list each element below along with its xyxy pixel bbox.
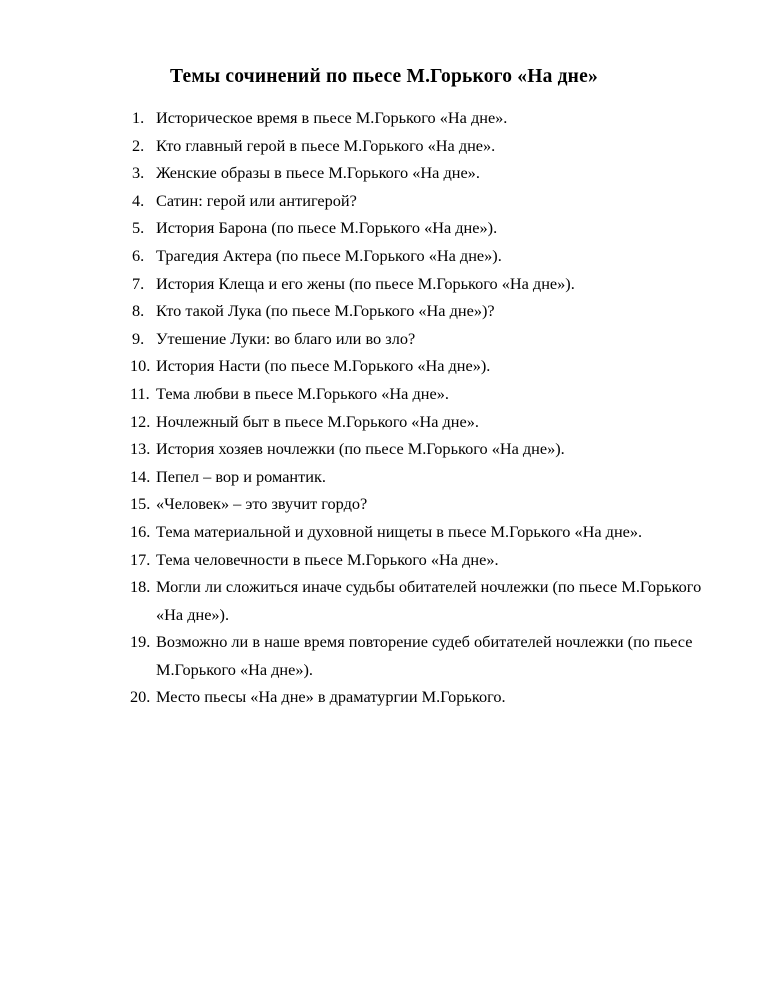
list-item	[0, 132, 768, 160]
topic-list	[0, 104, 768, 711]
list-item	[0, 435, 768, 463]
list-item	[0, 463, 768, 491]
item-number: 2.	[132, 135, 145, 155]
list-item	[0, 628, 768, 683]
list-item	[0, 490, 768, 518]
document-title: Темы сочинений по пьесе М.Горького «На дне»	[170, 66, 598, 87]
item-number: 7.	[132, 273, 145, 293]
item-text: Кто такой Лука (по пьесе М.Горького «На дне»)?	[156, 301, 495, 321]
item-text: Историческое время в пьесе М.Горького «На дне».	[156, 108, 508, 127]
list-item	[0, 573, 768, 628]
item-text: Кто главный герой в пьесе М.Горького «На дне».	[156, 135, 496, 155]
item-text: История Клеща и его жены (по пьесе М.Горького «На дне»).	[156, 273, 575, 293]
list-item	[0, 104, 768, 132]
item-number: 8.	[132, 301, 145, 321]
list-item	[0, 683, 768, 711]
item-text: Утешение Луки: во благо или во зло?	[156, 328, 416, 348]
item-text: Трагедия Актера (по пьесе М.Горького «На дне»).	[156, 245, 502, 265]
item-number: 4.	[132, 190, 145, 210]
list-item	[0, 270, 768, 298]
item-number: 1.	[132, 108, 145, 127]
item-text: История Насти (по пьесе М.Горького «На дне»).	[156, 356, 491, 376]
list-item	[0, 408, 768, 436]
item-number: 11.	[130, 383, 150, 403]
list-item	[0, 297, 768, 325]
item-text: Тема материальной и духовной нищеты в пьесе М.Горького «На дне».	[156, 521, 643, 541]
list-item	[0, 159, 768, 187]
item-text: Тема любви в пьесе М.Горького «На дне».	[156, 383, 449, 403]
item-number: 13.	[130, 439, 151, 459]
item-text: Женские образы в пьесе М.Горького «На дне».	[156, 163, 480, 183]
item-text: «Человек» – это звучит гордо?	[156, 494, 368, 514]
list-item	[0, 352, 768, 380]
item-text: Ночлежный быт в пьесе М.Горького «На дне».	[156, 411, 479, 431]
list-item	[0, 380, 768, 408]
item-number: 16.	[130, 521, 151, 541]
item-number: 3.	[132, 163, 145, 183]
item-number: 12.	[130, 411, 151, 431]
item-number: 18.	[130, 577, 151, 597]
item-number: 19.	[130, 632, 151, 652]
item-number: 5.	[132, 218, 145, 238]
list-item	[0, 187, 768, 215]
item-text: Пепел – вор и романтик.	[156, 466, 326, 486]
item-text: Сатин: герой или антигерой?	[156, 190, 357, 210]
item-number: 6.	[132, 245, 145, 265]
item-number: 9.	[132, 328, 145, 348]
item-number: 14.	[130, 466, 151, 486]
list-item	[0, 242, 768, 270]
list-item	[0, 518, 768, 546]
list-item	[0, 214, 768, 242]
item-number: 15.	[130, 494, 151, 514]
item-text: Место пьесы «На дне» в драматургии М.Горького.	[156, 687, 506, 707]
list-item	[0, 546, 768, 574]
item-number: 17.	[130, 549, 151, 569]
item-text: История хозяев ночлежки (по пьесе М.Горького «На дне»).	[156, 439, 565, 459]
item-text: История Барона (по пьесе М.Горького «На дне»).	[156, 218, 498, 238]
item-number: 20.	[130, 687, 151, 707]
item-text: Возможно ли в наше время повторение судеб обитателей ночлежки (по пьесе М.Горького «На дне»).	[156, 632, 693, 679]
item-text: Тема человечности в пьесе М.Горького «На дне».	[156, 549, 499, 569]
item-number: 10.	[130, 356, 151, 376]
list-item	[0, 325, 768, 353]
item-text: Могли ли сложиться иначе судьбы обитателей ночлежки (по пьесе М.Горького «На дне»).	[156, 577, 702, 624]
